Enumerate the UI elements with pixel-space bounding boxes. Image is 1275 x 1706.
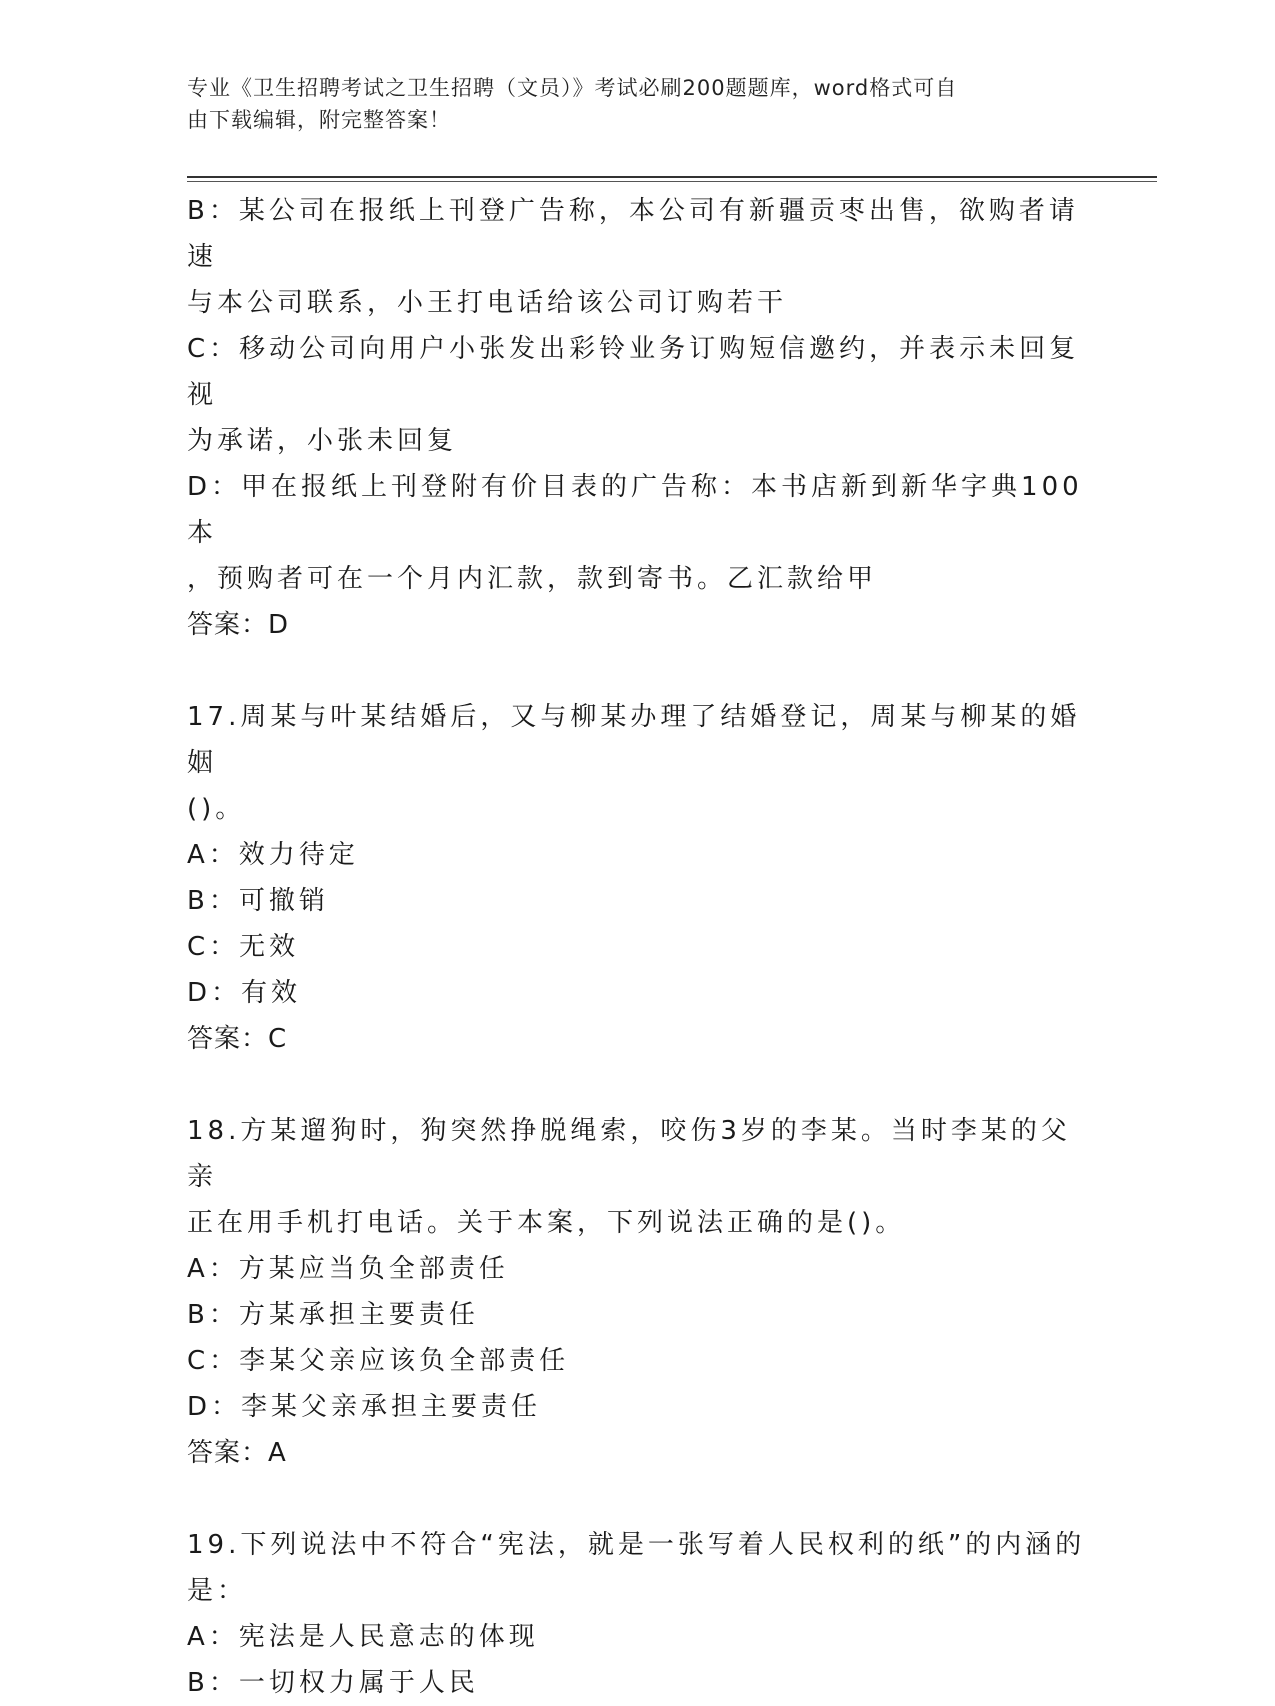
q17-answer: 答案：C <box>187 1024 288 1054</box>
q19-option-b: B：一切权力属于人民 <box>187 1668 479 1698</box>
q17-option-c: C：无效 <box>187 932 300 962</box>
header-divider-thick <box>187 176 1157 178</box>
question-18 <box>187 1108 1087 1476</box>
q16-option-c-line-2: 为承诺，小张未回复 <box>187 426 458 456</box>
q16-option-b-line-1: B：某公司在报纸上刊登广告称，本公司有新疆贡枣出售，欲购者请速 <box>187 196 1079 272</box>
spacer <box>187 1476 1087 1522</box>
header-divider-thin <box>187 181 1157 182</box>
question-17 <box>187 694 1087 1062</box>
q17-option-a: A：效力待定 <box>187 840 359 870</box>
q18-stem-line-1: 18.方某遛狗时，狗突然挣脱绳索，咬伤3岁的李某。当时李某的父亲 <box>187 1116 1071 1192</box>
question-content <box>187 188 1087 1706</box>
q18-stem-line-2: 正在用手机打电话。关于本案，下列说法正确的是()。 <box>187 1208 906 1238</box>
document-header <box>187 72 1087 136</box>
q17-stem-line-2: ()。 <box>187 794 246 824</box>
q18-option-a: A：方某应当负全部责任 <box>187 1254 509 1284</box>
q16-option-d-line-2: ，预购者可在一个月内汇款，款到寄书。乙汇款给甲 <box>187 564 878 594</box>
q16-answer: 答案：D <box>187 610 290 640</box>
q17-stem-line-1: 17.周某与叶某结婚后，又与柳某办理了结婚登记，周某与柳某的婚姻 <box>187 702 1081 778</box>
q17-option-d: D：有效 <box>187 978 302 1008</box>
q16-option-b-line-2: 与本公司联系，小王打电话给该公司订购若干 <box>187 288 788 318</box>
spacer <box>187 648 1087 694</box>
q19-stem-line-1: 19.下列说法中不符合“宪法，就是一张写着人民权利的纸”的内涵的 <box>187 1530 1086 1560</box>
q16-option-d-line-1: D：甲在报纸上刊登附有价目表的广告称：本书店新到新华字典100本 <box>187 472 1083 548</box>
q18-option-d: D：李某父亲承担主要责任 <box>187 1392 542 1422</box>
spacer <box>187 1062 1087 1108</box>
question-16-continued <box>187 188 1087 648</box>
q19-stem-line-2: 是： <box>187 1576 248 1606</box>
q17-option-b: B：可撤销 <box>187 886 329 916</box>
q18-answer: 答案：A <box>187 1438 287 1468</box>
q18-option-c: C：李某父亲应该负全部责任 <box>187 1346 570 1376</box>
header-line-1: 专业《卫生招聘考试之卫生招聘（文员）》考试必刷200题题库，word格式可自 <box>187 76 958 100</box>
q18-option-b: B：方某承担主要责任 <box>187 1300 479 1330</box>
q19-option-a: A：宪法是人民意志的体现 <box>187 1622 539 1652</box>
question-19 <box>187 1522 1087 1706</box>
header-line-2: 由下载编辑，附完整答案！ <box>187 108 451 132</box>
q16-option-c-line-1: C：移动公司向用户小张发出彩铃业务订购短信邀约，并表示未回复视 <box>187 334 1080 410</box>
